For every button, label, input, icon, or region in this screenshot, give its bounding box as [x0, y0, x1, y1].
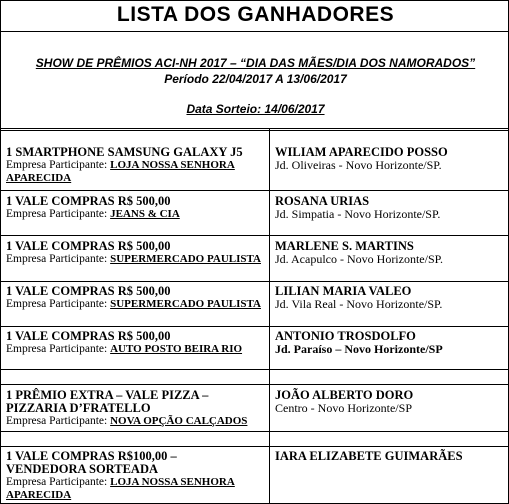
- prize-label: 1 VALE COMPRAS R$ 500,00: [6, 329, 171, 343]
- participant-company: LOJA NOSSA SENHORA APARECIDA: [6, 476, 235, 501]
- participant-line: [6, 159, 266, 185]
- winner-name: ANTONIO TROSDOLFO: [275, 329, 416, 343]
- participant-line: [6, 476, 266, 502]
- prize-label: 1 PRÊMIO EXTRA – VALE PIZZA – PIZZARIA D’FRATELLO: [6, 388, 209, 415]
- winner-address: Jd. Paraíso – Novo Horizonte/SP: [275, 342, 443, 356]
- participant-label: Empresa Participante:: [6, 159, 111, 171]
- winner-address: Centro - Novo Horizonte/SP: [275, 401, 412, 415]
- prize-label: 1 VALE COMPRAS R$100,00 – VENDEDORA SORTEADA: [6, 449, 177, 476]
- row-divider: [1, 384, 508, 385]
- participant-label: Empresa Participante:: [6, 415, 111, 427]
- winner-name: ROSANA URIAS: [275, 194, 370, 208]
- winner-row-4-winner-cell: [275, 285, 507, 311]
- participant-line: [6, 415, 266, 428]
- winner-row-4-prize-cell: [6, 285, 266, 311]
- winner-row-2-winner-cell: [275, 195, 507, 221]
- prize-label: 1 VALE COMPRAS R$ 500,00: [6, 239, 171, 253]
- winner-address: Jd. Vila Real - Novo Horizonte/SP.: [275, 297, 443, 311]
- winner-name: MARLENE S. MARTINS: [275, 239, 414, 253]
- row-divider: [1, 446, 508, 447]
- prize-label: 1 VALE COMPRAS R$ 500,00: [6, 194, 171, 208]
- row-divider: [1, 326, 508, 327]
- divider: [1, 128, 508, 129]
- winner-address: Jd. Oliveiras - Novo Horizonte/SP.: [275, 158, 442, 172]
- participant-line: [6, 343, 266, 356]
- prize-label: 1 SMARTPHONE SAMSUNG GALAXY J5: [6, 145, 243, 159]
- winner-name: IARA ELIZABETE GUIMARÃES: [275, 449, 463, 463]
- prize-label: 1 VALE COMPRAS R$ 500,00: [6, 284, 171, 298]
- winner-row-1-winner-cell: [275, 146, 507, 172]
- winner-row-5-prize-cell: [6, 330, 266, 356]
- row-divider: [1, 235, 508, 236]
- campaign-subtitle: SHOW DE PRÊMIOS ACI-NH 2017 – “DIA DAS MÃES/DIA DOS NAMORADOS”: [35, 56, 476, 70]
- participant-label: Empresa Participante:: [6, 208, 111, 220]
- winner-row-2-prize-cell: [6, 195, 266, 221]
- winner-address: Jd. Simpatia - Novo Horizonte/SP.: [275, 207, 441, 221]
- winner-row-6-prize-cell: [6, 389, 266, 428]
- participant-company: SUPERMERCADO PAULISTA: [110, 298, 261, 310]
- participant-line: [6, 208, 266, 221]
- participant-label: Empresa Participante:: [6, 476, 111, 488]
- participant-company: JEANS & CIA: [110, 208, 180, 220]
- participant-line: [6, 298, 266, 311]
- winner-address: Jd. Acapulco - Novo Horizonte/SP.: [275, 252, 443, 266]
- participant-label: Empresa Participante:: [6, 343, 111, 355]
- divider: [1, 130, 508, 131]
- winner-row-3-winner-cell: [275, 240, 507, 266]
- draw-date: Data Sorteio: 14/06/2017: [186, 102, 325, 116]
- winner-row-7-prize-cell: [6, 450, 266, 502]
- winner-row-1-prize-cell: [6, 146, 266, 185]
- row-divider: [1, 431, 508, 432]
- winner-name: LILIAN MARIA VALEO: [275, 284, 412, 298]
- winner-row-6-winner-cell: [275, 389, 507, 415]
- row-divider: [1, 281, 508, 282]
- participant-label: Empresa Participante:: [6, 298, 111, 310]
- participant-company: NOVA OPÇÃO CALÇADOS: [110, 415, 248, 427]
- winner-name: JOÃO ALBERTO DORO: [275, 388, 414, 402]
- winner-row-3-prize-cell: [6, 240, 266, 266]
- winner-row-5-winner-cell: [275, 330, 507, 356]
- column-divider: [269, 129, 270, 504]
- participant-company: LOJA NOSSA SENHORA APARECIDA: [6, 159, 235, 184]
- participant-line: [6, 253, 266, 266]
- page-title: LISTA DOS GANHADORES: [116, 3, 395, 26]
- row-divider: [1, 190, 508, 191]
- participant-company: AUTO POSTO BEIRA RIO: [110, 343, 243, 355]
- row-divider: [1, 369, 508, 370]
- campaign-period: Período 22/04/2017 A 13/06/2017: [164, 72, 347, 86]
- divider: [1, 31, 508, 32]
- participant-label: Empresa Participante:: [6, 253, 111, 265]
- participant-company: SUPERMERCADO PAULISTA: [110, 253, 261, 265]
- winner-row-7-winner-cell: [275, 450, 507, 463]
- winner-name: WILIAM APARECIDO POSSO: [275, 145, 448, 159]
